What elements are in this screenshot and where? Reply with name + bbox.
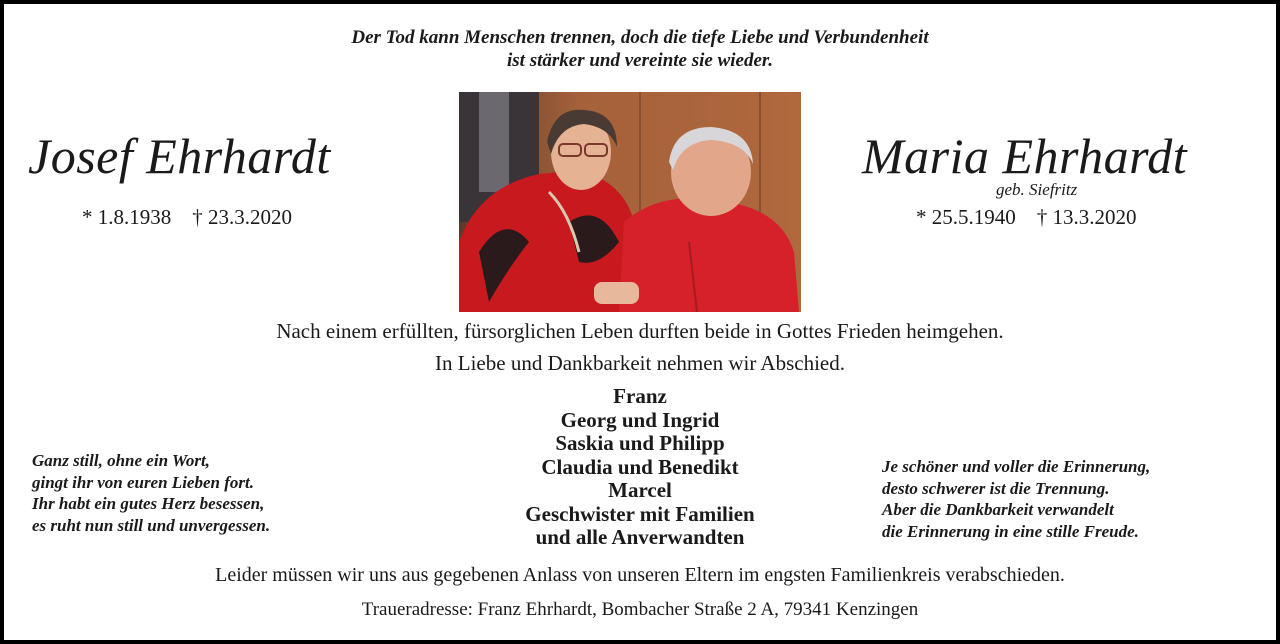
right-poem xyxy=(882,456,1150,542)
mourner-name: Marcel xyxy=(608,478,672,502)
couple-photo xyxy=(459,92,801,312)
farewell-text: Leider müssen wir uns aus gegebenen Anlass von unseren Eltern im engsten Familienkreis verabschieden. xyxy=(215,564,1065,586)
mourner-name: Saskia und Philipp xyxy=(555,431,725,455)
mourner-name: Claudia und Benedikt xyxy=(541,454,739,479)
poem-line: Ganz still, ohne ein Wort, xyxy=(32,451,210,470)
right-person-dates: * 25.5.1940 † 13.3.2020 xyxy=(916,205,1137,229)
motto-line: Der Tod kann Menschen trennen, doch die tiefe Liebe und Verbundenheit xyxy=(351,27,929,48)
motto-line: ist stärker und vereinte sie wieder. xyxy=(507,50,773,71)
poem-line: gingt ihr von euren Lieben fort. xyxy=(32,472,254,492)
right-person-maiden-name: geb. Siefritz xyxy=(996,180,1078,199)
mourner-name: Franz xyxy=(613,384,667,408)
poem-line: die Erinnerung in eine stille Freude. xyxy=(882,521,1139,541)
poem-line: Aber die Dankbarkeit verwandelt xyxy=(882,500,1114,519)
mourner-name: Geschwister mit Familien xyxy=(525,501,755,526)
left-person-dates: * 1.8.1938 † 23.3.2020 xyxy=(82,205,292,229)
poem-line: Je schöner und voller die Erinnerung, xyxy=(882,457,1151,476)
closing-text-line: In Liebe und Dankbarkeit nehmen wir Abschied. xyxy=(435,351,845,375)
poem-line: desto schwerer ist die Trennung. xyxy=(882,478,1110,498)
closing-text-line: Nach einem erfüllten, fürsorglichen Leben durften beide in Gottes Frieden heimgehen. xyxy=(276,319,1004,343)
mourners-list xyxy=(384,385,896,550)
left-poem xyxy=(32,450,270,536)
obituary-notice xyxy=(4,4,1276,640)
motto xyxy=(4,26,1276,72)
mourner-name: und alle Anverwandten xyxy=(535,525,745,549)
mourning-address: Traueradresse: Franz Ehrhardt, Bombacher Straße 2 A, 79341 Kenzingen xyxy=(361,599,919,620)
mourner-name: Georg und Ingrid xyxy=(560,407,720,432)
right-person-name: Maria Ehrhardt xyxy=(862,128,1188,184)
poem-line: es ruht nun still und unvergessen. xyxy=(32,515,271,535)
poem-line: Ihr habt ein gutes Herz besessen, xyxy=(32,494,265,513)
left-person-name: Josef Ehrhardt xyxy=(28,128,331,184)
